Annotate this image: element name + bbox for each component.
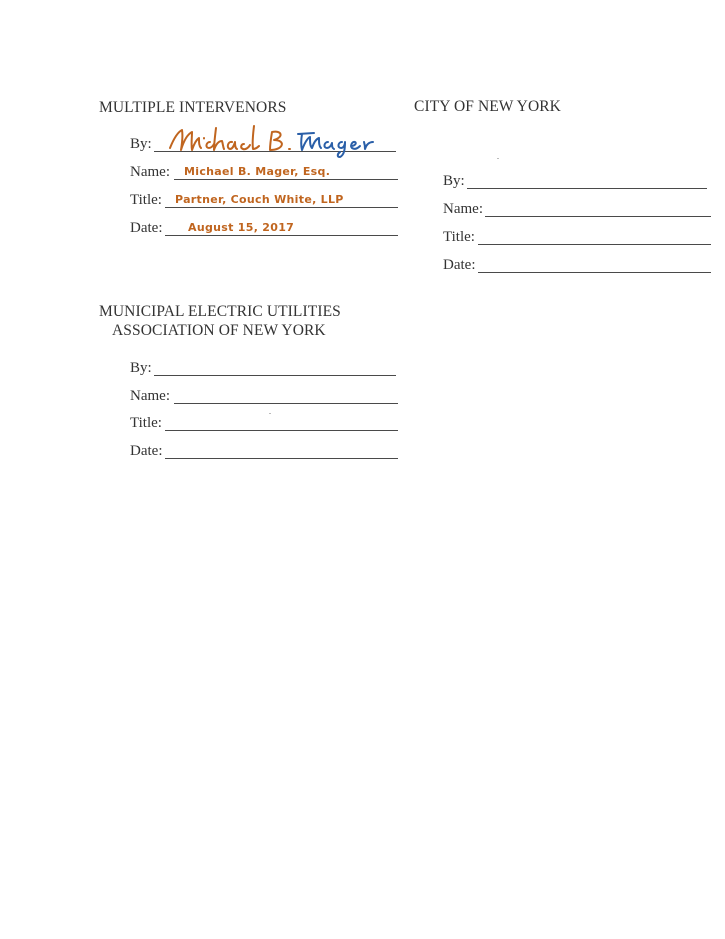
meua-heading-line1: MUNICIPAL ELECTRIC UTILITIES — [99, 303, 341, 320]
intervenors-by-row — [130, 134, 400, 156]
scan-speck — [269, 413, 271, 414]
meua-title-label: Title: — [130, 415, 162, 431]
nyc-heading: CITY OF NEW YORK — [414, 98, 561, 115]
intervenors-name-label: Name: — [130, 164, 170, 180]
meua-by-label: By: — [130, 360, 152, 376]
meua-title-line — [165, 430, 398, 431]
nyc-date-line — [478, 272, 711, 273]
intervenors-title-line — [165, 207, 398, 208]
intervenors-date-label: Date: — [130, 220, 163, 236]
nyc-date-label: Date: — [443, 257, 476, 273]
nyc-title-row — [443, 227, 713, 249]
nyc-date-row — [443, 255, 713, 277]
scan-speck — [497, 158, 499, 159]
intervenors-name-value: Michael B. Mager, Esq. — [184, 165, 331, 178]
nyc-by-line — [467, 188, 707, 189]
intervenors-name-line — [174, 179, 398, 180]
nyc-by-label: By: — [443, 173, 465, 189]
meua-date-label: Date: — [130, 443, 163, 459]
intervenors-title-row — [130, 190, 400, 212]
intervenors-heading: MULTIPLE INTERVENORS — [99, 99, 287, 116]
nyc-name-label: Name: — [443, 201, 483, 217]
intervenors-by-label: By: — [130, 136, 152, 152]
intervenors-title-value: Partner, Couch White, LLP — [175, 193, 344, 206]
meua-by-row — [130, 358, 400, 380]
nyc-name-line — [485, 216, 711, 217]
nyc-title-label: Title: — [443, 229, 475, 245]
nyc-name-row — [443, 199, 713, 221]
intervenors-date-value: August 15, 2017 — [188, 221, 295, 234]
intervenors-name-row — [130, 162, 400, 184]
meua-name-row — [130, 386, 400, 408]
intervenors-signature — [168, 124, 398, 158]
meua-by-line — [154, 375, 396, 376]
intervenors-date-line — [165, 235, 398, 236]
intervenors-date-row — [130, 218, 400, 240]
meua-name-label: Name: — [130, 388, 170, 404]
meua-title-row — [130, 413, 400, 435]
intervenors-title-label: Title: — [130, 192, 162, 208]
meua-name-line — [174, 403, 398, 404]
meua-heading-line2: ASSOCIATION OF NEW YORK — [112, 322, 326, 339]
meua-date-line — [165, 458, 398, 459]
nyc-title-line — [478, 244, 711, 245]
meua-date-row — [130, 441, 400, 463]
nyc-by-row — [443, 171, 713, 193]
